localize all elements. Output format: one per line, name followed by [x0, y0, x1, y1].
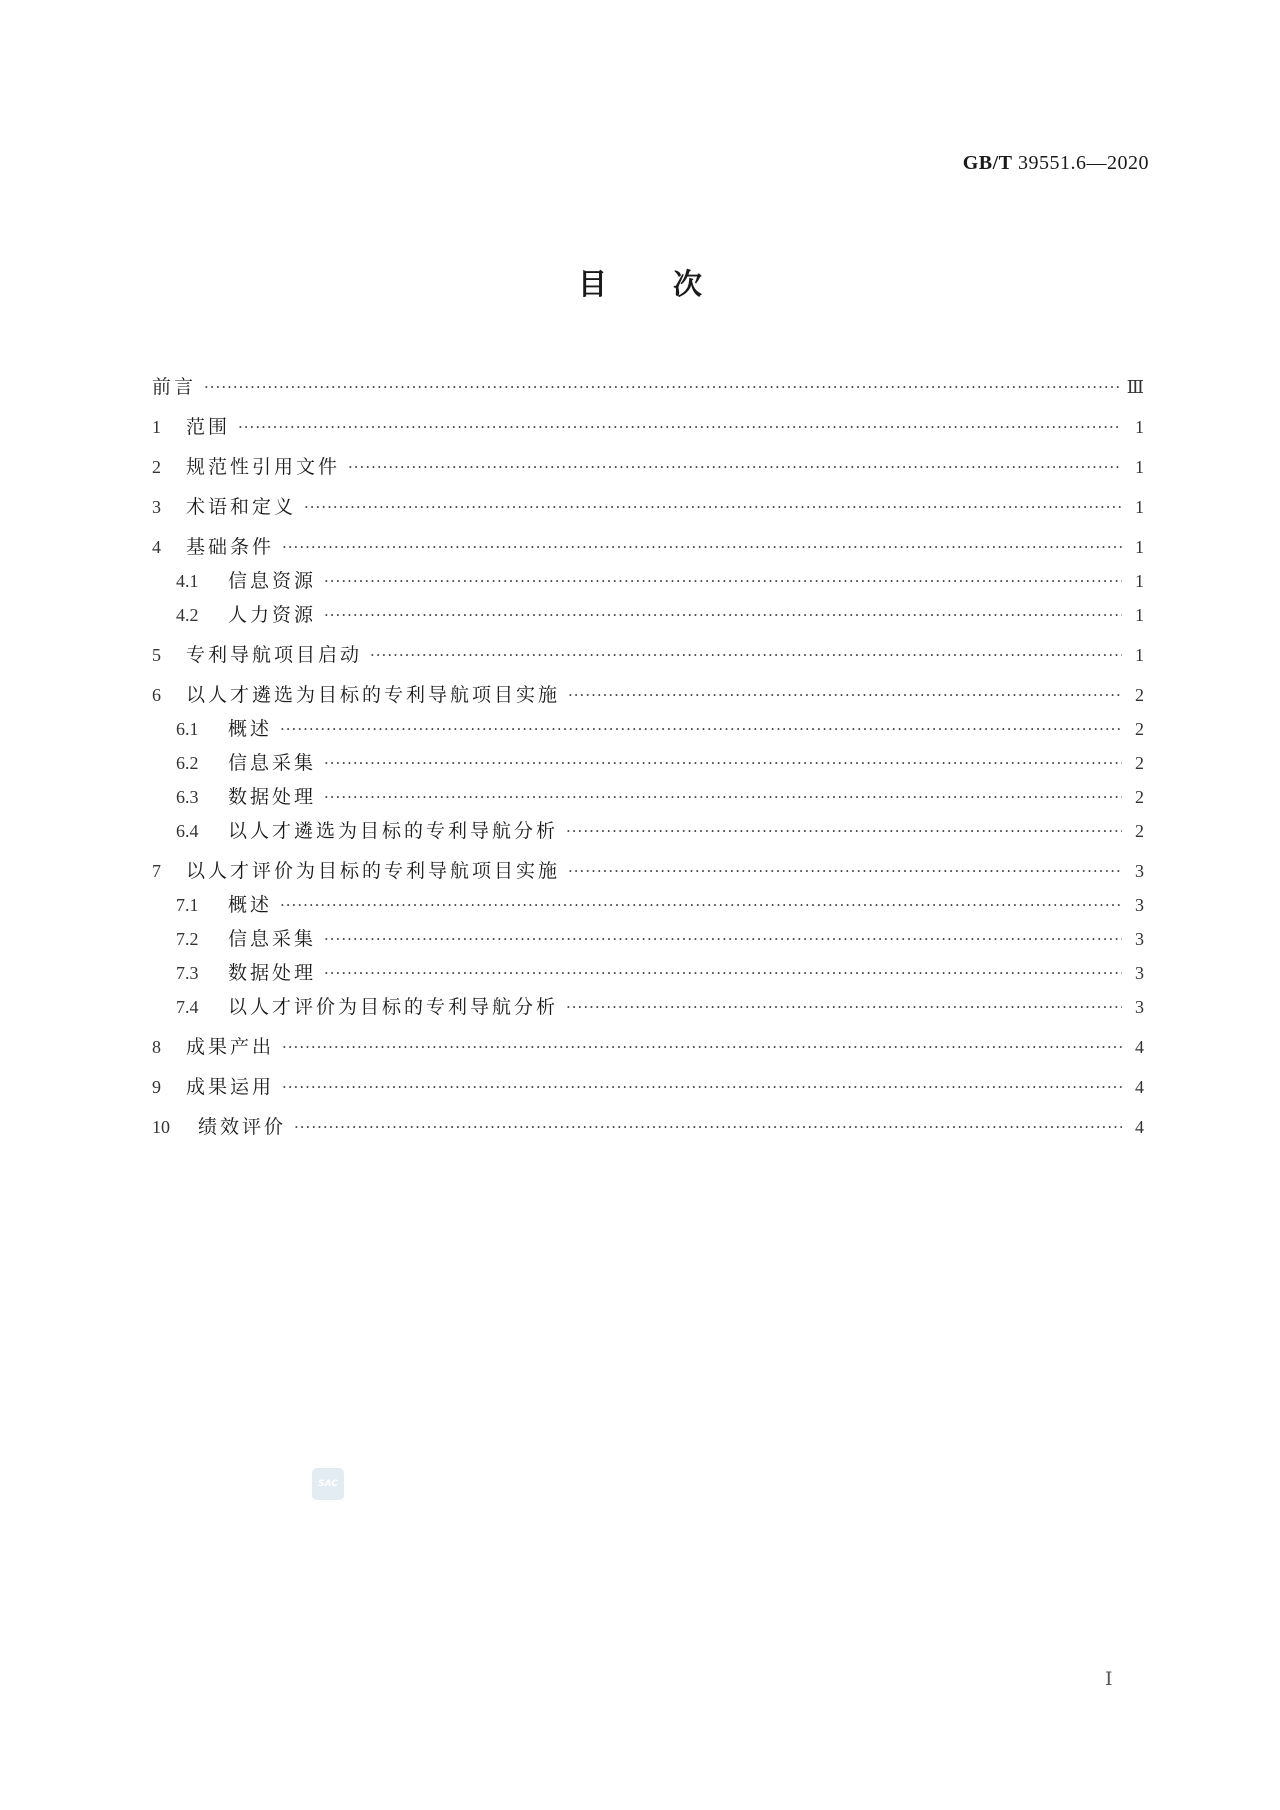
- toc-entry-page: 2: [1135, 787, 1144, 807]
- toc-entry-label: 以人才评价为目标的专利导航项目实施: [186, 860, 561, 882]
- toc-leader-dots: [294, 1110, 1122, 1144]
- toc-leader-dots: [324, 746, 1122, 780]
- publisher-logo: SAC: [312, 1468, 344, 1500]
- toc-entry[interactable]: [152, 404, 1144, 444]
- toc-entry-page: 2: [1135, 719, 1144, 739]
- toc-entry-number: 7.1: [176, 895, 199, 915]
- page-number: Ⅰ: [1105, 1669, 1113, 1690]
- toc-leader-dots: [304, 490, 1122, 524]
- toc-leader-dots: [280, 712, 1122, 746]
- toc-entry[interactable]: [152, 564, 1144, 598]
- toc-entry-label: 概述: [228, 894, 273, 916]
- toc-entry-label: 专利导航项目启动: [186, 644, 363, 666]
- toc-entry-page: Ⅲ: [1126, 377, 1144, 397]
- toc-entry-label: 信息采集: [228, 928, 317, 950]
- toc-entry[interactable]: [152, 632, 1144, 672]
- toc-entry[interactable]: [152, 888, 1144, 922]
- toc-entry[interactable]: [152, 598, 1144, 632]
- toc-entry-label: 以人才遴选为目标的专利导航项目实施: [186, 684, 561, 706]
- toc-entry[interactable]: [152, 780, 1144, 814]
- toc-leader-dots: [568, 678, 1122, 712]
- toc-entry-label: 规范性引用文件: [186, 456, 341, 478]
- toc-entry-page: 4: [1135, 1037, 1144, 1057]
- toc-leader-dots: [324, 956, 1122, 990]
- toc-entry-page: 3: [1135, 963, 1144, 983]
- toc-entry-number: 9: [152, 1077, 161, 1097]
- toc-entry-page: 4: [1135, 1117, 1144, 1137]
- toc-leader-dots: [282, 530, 1122, 564]
- toc-leader-dots: [566, 990, 1122, 1024]
- toc-entry-page: 3: [1135, 861, 1144, 881]
- toc-entry-number: 4: [152, 537, 161, 557]
- toc-entry[interactable]: [152, 990, 1144, 1024]
- toc-leader-dots: [566, 814, 1122, 848]
- toc-entry-number: 2: [152, 457, 161, 477]
- toc-entry-page: 3: [1135, 997, 1144, 1017]
- toc-entry-number: 6.2: [176, 753, 199, 773]
- toc-entry-label: 范围: [186, 416, 231, 438]
- toc-entry-page: 1: [1135, 417, 1144, 437]
- toc-entry-page: 4: [1135, 1077, 1144, 1097]
- toc-leader-dots: [280, 888, 1122, 922]
- toc-entry-number: 7.4: [176, 997, 199, 1017]
- toc-entry-number: 4.1: [176, 571, 199, 591]
- toc-entry-number: 8: [152, 1037, 161, 1057]
- toc-entry-number: 10: [152, 1117, 170, 1137]
- toc-leader-dots: [204, 370, 1119, 404]
- toc-entry-label: 人力资源: [228, 604, 317, 626]
- toc-leader-dots: [324, 780, 1122, 814]
- standard-number: 39551.6—2020: [1018, 152, 1149, 174]
- toc-entry-label: 术语和定义: [186, 496, 297, 518]
- toc-leader-dots: [238, 410, 1122, 444]
- standard-prefix: GB/T: [962, 152, 1013, 174]
- toc-entry-label: 数据处理: [228, 786, 317, 808]
- toc-entry-label: 信息采集: [228, 752, 317, 774]
- toc-entry-page: 2: [1135, 821, 1144, 841]
- toc-entry[interactable]: [152, 484, 1144, 524]
- toc-entry[interactable]: [152, 444, 1144, 484]
- toc-entry[interactable]: [152, 848, 1144, 888]
- toc-entry[interactable]: [152, 672, 1144, 712]
- toc-entry-number: 6: [152, 685, 161, 705]
- toc-entry-number: 3: [152, 497, 161, 517]
- toc-entry-label: 以人才遴选为目标的专利导航分析: [228, 820, 559, 842]
- standard-code: [963, 152, 1149, 175]
- toc-entry-number: 5: [152, 645, 161, 665]
- toc-entry-page: 3: [1135, 895, 1144, 915]
- toc-entry[interactable]: [152, 1064, 1144, 1104]
- toc-entry-number: 1: [152, 417, 161, 437]
- toc-entry-number: 7: [152, 861, 161, 881]
- toc-leader-dots: [348, 450, 1122, 484]
- toc-entry-label: 成果产出: [186, 1036, 275, 1058]
- toc-leader-dots: [324, 564, 1122, 598]
- toc-entry[interactable]: [152, 364, 1144, 404]
- toc-entry-page: 2: [1135, 685, 1144, 705]
- toc-entry-number: 7.2: [176, 929, 199, 949]
- toc-entry[interactable]: [152, 746, 1144, 780]
- toc-entry[interactable]: [152, 524, 1144, 564]
- toc-entry[interactable]: [152, 1024, 1144, 1064]
- toc-entry-label: 绩效评价: [198, 1116, 287, 1138]
- toc-leader-dots: [282, 1030, 1122, 1064]
- toc-entry[interactable]: [152, 922, 1144, 956]
- toc-entry-page: 1: [1135, 645, 1144, 665]
- toc-entry-page: 2: [1135, 753, 1144, 773]
- toc-leader-dots: [370, 638, 1122, 672]
- toc-entry-page: 1: [1135, 457, 1144, 477]
- toc-entry-number: 6.4: [176, 821, 199, 841]
- page-title: 目次: [577, 267, 768, 301]
- toc-entry-label: 数据处理: [228, 962, 317, 984]
- toc-entry-label: 基础条件: [186, 536, 275, 558]
- toc-entry-label: 以人才评价为目标的专利导航分析: [228, 996, 559, 1018]
- toc-entry-page: 1: [1135, 571, 1144, 591]
- toc-entry-page: 1: [1135, 537, 1144, 557]
- toc-entry-label: 概述: [228, 718, 273, 740]
- toc-entry[interactable]: [152, 1104, 1144, 1144]
- toc-entry-number: 4.2: [176, 605, 199, 625]
- toc-entry-number: 7.3: [176, 963, 199, 983]
- toc-entry-page: 1: [1135, 605, 1144, 625]
- toc-leader-dots: [324, 922, 1122, 956]
- toc-entry-label: 前言: [152, 376, 197, 398]
- toc-entry-number: 6.3: [176, 787, 199, 807]
- toc-entry-page: 1: [1135, 497, 1144, 517]
- toc-entry[interactable]: [152, 712, 1144, 746]
- toc-entry-number: 6.1: [176, 719, 199, 739]
- toc-entry[interactable]: [152, 956, 1144, 990]
- toc-entry-label: 信息资源: [228, 570, 317, 592]
- toc-entry[interactable]: [152, 814, 1144, 848]
- toc-leader-dots: [282, 1070, 1122, 1104]
- toc-leader-dots: [568, 854, 1122, 888]
- toc-entry-page: 3: [1135, 929, 1144, 949]
- toc-entry-label: 成果运用: [186, 1076, 275, 1098]
- toc-leader-dots: [324, 598, 1122, 632]
- table-of-contents: [152, 364, 1144, 1144]
